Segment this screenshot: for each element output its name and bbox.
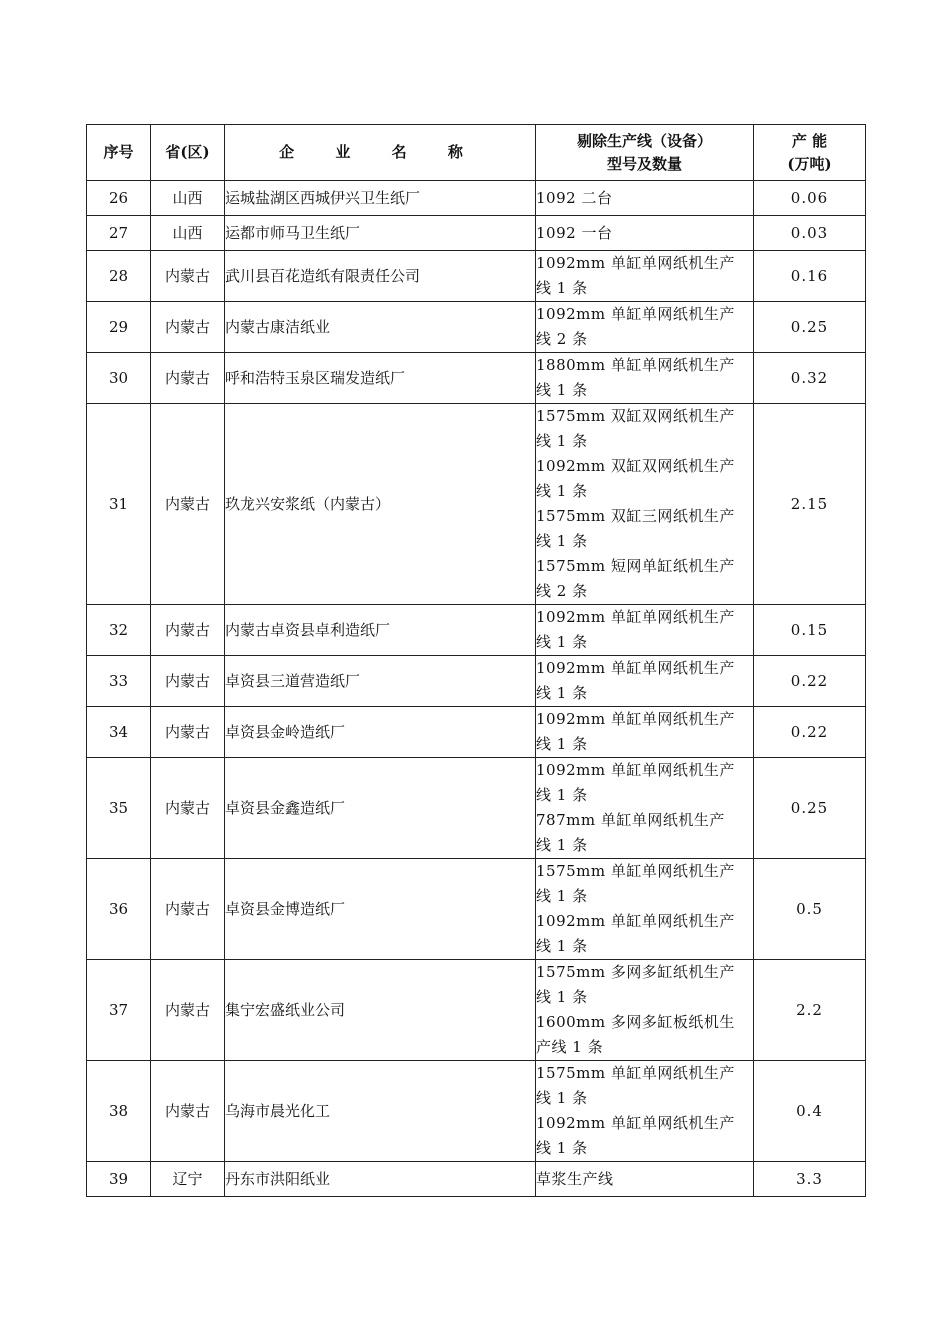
production-line-text: 1575mm 双缸双网纸机生产	[536, 407, 735, 425]
production-line-text: 1092mm 单缸单网纸机生产	[536, 1114, 735, 1132]
table-row	[87, 216, 866, 251]
row-number-cell: 33	[87, 656, 151, 707]
production-line-cell	[536, 181, 754, 216]
province-cell: 内蒙古	[151, 404, 225, 605]
production-line-cell	[536, 707, 754, 758]
row-number-cell: 27	[87, 216, 151, 251]
production-line-text: 1092mm 单缸单网纸机生产	[536, 710, 735, 728]
province-cell: 内蒙古	[151, 302, 225, 353]
production-line-text: 1575mm 单缸单网纸机生产	[536, 862, 735, 880]
production-line-text: 1092 二台	[536, 188, 613, 207]
row-number-cell: 31	[87, 404, 151, 605]
production-line-cell	[536, 960, 754, 1061]
company-name-cell: 呼和浩特玉泉区瑞发造纸厂	[225, 353, 536, 404]
table-body	[87, 181, 866, 1197]
province-cell: 内蒙古	[151, 605, 225, 656]
company-name-cell: 玖龙兴安浆纸（内蒙古）	[225, 404, 536, 605]
header-capacity	[754, 125, 866, 181]
row-number-cell: 32	[87, 605, 151, 656]
company-name-cell: 丹东市洪阳纸业	[225, 1162, 536, 1197]
table-row	[87, 960, 866, 1061]
production-line-text: 线 1 条	[536, 1089, 588, 1107]
production-line-text: 1092mm 单缸单网纸机生产	[536, 254, 735, 272]
capacity-cell: 0.06	[754, 181, 866, 216]
header-company-label: 企 业 名 称	[279, 143, 481, 161]
header-capacity-label-1: 产 能	[791, 131, 828, 150]
company-name-cell: 集宁宏盛纸业公司	[225, 960, 536, 1061]
production-line-text: 线 1 条	[536, 786, 588, 804]
province-cell: 山西	[151, 181, 225, 216]
table-row	[87, 707, 866, 758]
province-cell: 内蒙古	[151, 353, 225, 404]
production-line-cell	[536, 859, 754, 960]
capacity-cell: 0.15	[754, 605, 866, 656]
row-number-cell: 36	[87, 859, 151, 960]
capacity-cell: 0.22	[754, 707, 866, 758]
production-line-cell	[536, 404, 754, 605]
production-line-text: 1092mm 双缸双网纸机生产	[536, 457, 735, 475]
production-line-text: 1575mm 单缸单网纸机生产	[536, 1064, 735, 1082]
province-cell: 内蒙古	[151, 758, 225, 859]
header-company	[225, 125, 536, 181]
table-header-row	[87, 125, 866, 181]
capacity-cell: 0.25	[754, 758, 866, 859]
production-line-text: 1600mm 多网多缸板纸机生	[536, 1013, 735, 1031]
production-line-text: 线 1 条	[536, 735, 588, 753]
row-number-cell: 37	[87, 960, 151, 1061]
production-line-text: 线 1 条	[536, 988, 588, 1006]
production-line-text: 线 1 条	[536, 633, 588, 651]
table-row	[87, 251, 866, 302]
province-cell: 内蒙古	[151, 1061, 225, 1162]
company-name-cell: 运都市师马卫生纸厂	[225, 216, 536, 251]
table-row	[87, 302, 866, 353]
production-line-text: 787mm 单缸单网纸机生产	[536, 811, 725, 829]
header-production-line-label-2: 型号及数量	[606, 154, 682, 173]
province-cell: 内蒙古	[151, 707, 225, 758]
row-number-cell: 38	[87, 1061, 151, 1162]
province-cell: 内蒙古	[151, 251, 225, 302]
production-line-cell	[536, 605, 754, 656]
row-number-cell: 34	[87, 707, 151, 758]
capacity-cell: 0.22	[754, 656, 866, 707]
table-row	[87, 758, 866, 859]
capacity-cell: 0.16	[754, 251, 866, 302]
production-line-text: 1092mm 单缸单网纸机生产	[536, 659, 735, 677]
production-line-text: 线 2 条	[536, 330, 588, 348]
capacity-cell: 2.15	[754, 404, 866, 605]
production-line-text: 1880mm 单缸单网纸机生产	[536, 356, 735, 374]
row-number-cell: 30	[87, 353, 151, 404]
production-line-text: 线 2 条	[536, 582, 588, 600]
production-line-text: 1092mm 单缸单网纸机生产	[536, 912, 735, 930]
company-name-cell: 运城盐湖区西城伊兴卫生纸厂	[225, 181, 536, 216]
table-row	[87, 1061, 866, 1162]
header-capacity-label-2: (万吨)	[787, 154, 832, 173]
capacity-cell: 0.32	[754, 353, 866, 404]
row-number-cell: 39	[87, 1162, 151, 1197]
table-row	[87, 353, 866, 404]
capacity-cell: 0.5	[754, 859, 866, 960]
production-line-text: 1092mm 单缸单网纸机生产	[536, 761, 735, 779]
production-line-text: 线 1 条	[536, 532, 588, 550]
production-line-cell	[536, 1061, 754, 1162]
province-cell: 内蒙古	[151, 859, 225, 960]
production-line-text: 线 1 条	[536, 482, 588, 500]
company-name-cell: 卓资县三道营造纸厂	[225, 656, 536, 707]
production-line-cell	[536, 758, 754, 859]
production-line-text: 线 1 条	[536, 279, 588, 297]
province-cell: 内蒙古	[151, 960, 225, 1061]
table-row	[87, 605, 866, 656]
company-name-cell: 内蒙古卓资县卓利造纸厂	[225, 605, 536, 656]
table-row	[87, 404, 866, 605]
capacity-elimination-table	[86, 124, 866, 1197]
header-no: 序号	[87, 125, 151, 181]
capacity-cell: 0.03	[754, 216, 866, 251]
production-line-text: 线 1 条	[536, 887, 588, 905]
production-line-text: 线 1 条	[536, 684, 588, 702]
production-line-text: 1092mm 单缸单网纸机生产	[536, 608, 735, 626]
production-line-cell	[536, 302, 754, 353]
capacity-cell: 2.2	[754, 960, 866, 1061]
province-cell: 山西	[151, 216, 225, 251]
company-name-cell: 卓资县金岭造纸厂	[225, 707, 536, 758]
row-number-cell: 26	[87, 181, 151, 216]
production-line-text: 1092mm 单缸单网纸机生产	[536, 305, 735, 323]
production-line-text: 产线 1 条	[536, 1038, 604, 1056]
production-line-text: 线 1 条	[536, 1139, 588, 1157]
capacity-cell: 0.25	[754, 302, 866, 353]
production-line-text: 线 1 条	[536, 836, 588, 854]
header-production-line-label-1: 剔除生产线（设备）	[576, 131, 712, 150]
table-row	[87, 1162, 866, 1197]
row-number-cell: 29	[87, 302, 151, 353]
production-line-text: 1092 一台	[536, 223, 613, 242]
table-row	[87, 181, 866, 216]
production-line-cell	[536, 216, 754, 251]
row-number-cell: 35	[87, 758, 151, 859]
production-line-text: 草浆生产线	[536, 1169, 614, 1188]
company-name-cell: 武川县百花造纸有限责任公司	[225, 251, 536, 302]
production-line-text: 1575mm 短网单缸纸机生产	[536, 557, 735, 575]
province-cell: 辽宁	[151, 1162, 225, 1197]
production-line-cell	[536, 656, 754, 707]
table-row	[87, 859, 866, 960]
capacity-cell: 0.4	[754, 1061, 866, 1162]
company-name-cell: 卓资县金博造纸厂	[225, 859, 536, 960]
header-province: 省(区)	[151, 125, 225, 181]
row-number-cell: 28	[87, 251, 151, 302]
province-cell: 内蒙古	[151, 656, 225, 707]
company-name-cell: 卓资县金鑫造纸厂	[225, 758, 536, 859]
production-line-text: 线 1 条	[536, 381, 588, 399]
company-name-cell: 乌海市晨光化工	[225, 1061, 536, 1162]
table-row	[87, 656, 866, 707]
production-line-cell	[536, 251, 754, 302]
production-line-text: 1575mm 双缸三网纸机生产	[536, 507, 735, 525]
production-line-text: 1575mm 多网多缸纸机生产	[536, 963, 735, 981]
production-line-cell	[536, 1162, 754, 1197]
capacity-cell: 3.3	[754, 1162, 866, 1197]
company-name-cell: 内蒙古康洁纸业	[225, 302, 536, 353]
production-line-text: 线 1 条	[536, 937, 588, 955]
production-line-cell	[536, 353, 754, 404]
production-line-text: 线 1 条	[536, 432, 588, 450]
header-production-line	[536, 125, 754, 181]
